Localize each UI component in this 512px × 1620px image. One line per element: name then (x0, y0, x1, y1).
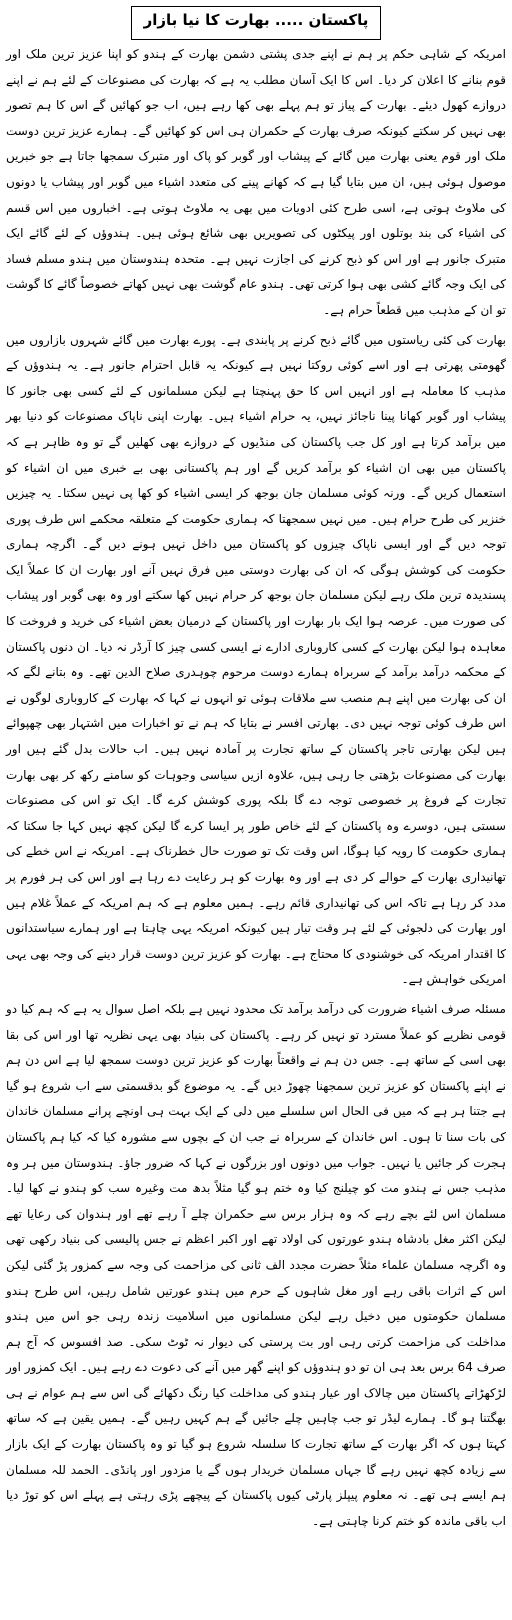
headline: پاکستان ..... بھارت کا نیا بازار (131, 6, 382, 40)
paragraph-3: مسئلہ صرف اشیاء ضرورت کی درآمد برآمد تک محدود نہیں ہے بلکہ اصل سوال یہ ہے کہ ہم کیا دو قومی نظریے کو عملاً مسترد تو نہیں کر رہے۔ پاکستان کی بنیاد بھی یہی نظریہ تھا اور اس کی بقا بھی اسی کے ساتھ ہے۔ جس دن ہم نے واقعتاً بھارت کو عزیز ترین دوست سمجھ لیا ہے اس دن ہم نے اپنے پاکستان کو عزیز ترین سمجھنا چھوڑ دیں گے۔ یہ موضوع گو بدقسمتی سے اب شروع ہو گیا ہے جتنا ہر ہے کہ میں فی الحال اس سلسلے میں دلی کے ایک بہت ہی اونچے پرانے مسلمان خاندان کی بات سنا تا ہوں۔ اس خاندان کے سربراہ نے جب ان کے بچوں سے مشورہ کیا کہ کیا ہم پاکستان ہجرت کر جائیں یا نہیں۔ جواب میں دونوں اور بزرگوں نے کہا کہ ضرور جاؤ۔ ہندوستان میں ہر وہ مذہب جس نے ہندو مت کو چیلنج کیا وہ ختم ہو گیا مثلاً بدھ مت وغیرہ سب کو ہندو نے کھا لیا۔ مسلمان اس لئے بچے رہے کہ وہ ہزار برس سے حکمران چلے آ رہے تھے اور ہندوان کی رعایا تھے لیکن اکثر مغل بادشاہ ہندو عورتوں کی اولاد تھے اور اکبر اعظم نے جس پالیسی کی بنیاد رکھی تھی وہ اگرچہ مسلمان علماء مثلاً حضرت مجدد الف ثانی کی مزاحمت کی وجہ سے کمزور پڑ گئی لیکن اس کے اثرات باقی رہے اور مغل شاہوں کے حرم میں ہندو عورتیں شامل رہیں، اس طرح ہندو مسلمان حکومتوں میں دخیل رہے لیکن مسلمانوں میں اسلامیت زندہ رہی جو اس میں ہندو مداخلت کی مزاحمت کرتی رہی اور بت پرستی کی دیوار نہ ٹوٹ سکی۔ صد افسوس کہ آج ہم صرف 64 برس بعد ہی ان تو دو ہندوؤں کو اپنے گھر میں آنے کی دعوت دے رہے ہیں۔ ایک کمزور اور لڑکھڑاتے پاکستان میں چالاک اور عیار ہندو کی مداخلت کیا رنگ دکھائے گی اس سے ہم عوام نے ہی بھگتنا ہو گا۔ ہمارے لیڈر تو جب چاہیں چلے جائیں گے ہم کہیں رہیں گے۔ ہمیں یقین ہے کہ ساتھ کہتا ہوں کہ اگر بھارت کے ساتھ تجارت کا سلسلہ شروع ہو گیا تو وہ پاکستان بھارت کے ایک بازار سے زیادہ کچھ نہیں رہے گا جہاں مسلمان خریدار ہوں گے یا مزدور اور پانڈی۔ الحمد للہ مسلمان ہم ایسے ہی تھے۔ نہ معلوم پیپلز پارٹی کیوں پاکستان کے پیچھے پڑی رہتی ہے پہلے اس کو توڑ دیا اب باقی ماندہ کو ختم کرنا چاہتی ہے۔ (6, 1001, 506, 1528)
paragraph-1: امریکہ کے شاہی حکم پر ہم نے اپنے جدی پشتی دشمن بھارت کے ہندو کو اپنا عزیز ترین ملک اور قوم بنانے کا اعلان کر دیا۔ اس کا ایک آسان مطلب یہ ہے کہ بھارت کی مصنوعات کے لئے ہم نے اپنے دروازے کھول دیئے۔ بھارت کے پیاز تو ہم پہلے بھی کھا رہے ہیں، اب جو کھائیں گے اس کا ہم تصور بھی نہیں کر سکتے کیونکہ صرف بھارت کے حکمران ہی اس کو کھائیں گے۔ ہمارے عزیز ترین دوست ملک اور قوم یعنی بھارت میں گائے کے پیشاب اور گوبر کو پاک اور متبرک سمجھا جاتا ہے جو خبریں موصول ہوئی ہیں، ان میں بتایا گیا ہے کہ کھانے پینے کی متعدد اشیاء میں گوبر اور پیشاب یا دونوں کی ملاوٹ ہوتی ہے، اسی طرح کئی ادویات میں بھی یہ ملاوٹ ہوتی ہے۔ اخباروں میں اس قسم کی اشیاء کی بند بوتلوں اور پیکٹوں کی تصویریں بھی شائع ہوئی ہیں۔ ہندوؤں کے لئے گائے ایک متبرک جانور ہے اور اس کو ذبح کرنے کی اجازت نہیں ہے۔ متحدہ ہندوستان میں ہندو مسلم فساد کی ایک وجہ گائے کشی بھی ہوا کرتی تھی۔ ہندو عام گوشت بھی نہیں کھاتے خصوصاً گائے کا گوشت تو ان کے مذہب میں قطعاً حرام ہے۔ (6, 47, 506, 317)
paragraph-2: بھارت کی کئی ریاستوں میں گائے ذبح کرنے پر پابندی ہے۔ پورے بھارت میں گائے شہروں بازاروں میں گھومتی پھرتی ہے اور اسے کوئی روکتا نہیں ہے کیونکہ یہ قابل احترام جانور ہے۔ یہ ہندوؤں کے مذہب کا معاملہ ہے اور انہیں اس کا حق پہنچتا ہے لیکن مسلمانوں کے لئے کسی بھی جانور کا پیشاب اور گوبر کھانا پینا ناجائز نہیں، یہ حرام اشیاء ہیں۔ بھارت اپنی ناپاک مصنوعات کو دنیا بھر میں برآمد کرتا ہے اور کل جب پاکستان کی منڈیوں کے دروازے بھی کھلیں گے تو وہ ظاہر ہے کہ پاکستان میں بھی ان اشیاء کو برآمد کریں گے اور ہم پاکستانی بھی بے خبری میں ان اشیاء کو استعمال کریں گے۔ ورنہ کوئی مسلمان جان بوجھ کر ایسی اشیاء کو کھا پی نہیں سکتا۔ یہ چیزیں خنزیر کی طرح حرام ہیں۔ میں نہیں سمجھتا کہ ہماری حکومت کے متعلقہ محکمے اس طرف پوری توجہ دیں گے اور ایسی ناپاک چیزوں کو پاکستان میں داخل نہیں ہونے دیں گے۔ اگرچہ ہماری حکومت کی کوشش ہوگی کہ ان کی بھارت دوستی میں فرق نہیں آنے اور بھارت ان کا عملاً ایک پسندیدہ ترین ملک رہے لیکن مسلمان جان بوجھ کر حرام نہیں کھا سکتے اور وہ بھی گوبر اور پیشاب کی صورت میں۔ عرصہ ہوا ایک بار بھارت اور پاکستان کے درمیان بعض اشیاء کی خرید و فروخت کا معاہدہ ہوا لیکن بھارت کے کسی کاروباری ادارے نے ایسی کسی چیز کا آرڈر نہ دیا۔ ان دنوں پاکستان کے محکمہ درآمد برآمد کے سربراہ ہمارے دوست مرحوم چوہدری صلاح الدین تھے۔ وہ بتانے لگے کہ ان کی بھارت میں اپنے ہم منصب سے ملاقات ہوئی تو انہوں نے کہا کہ بھارت کے کاروباری لوگوں نے اس طرف کوئی توجہ نہیں دی۔ بھارتی افسر نے بتایا کہ ہم نے تو اخبارات میں اشتہار بھی چھپوائے ہیں لیکن بھارتی تاجر پاکستان کے ساتھ تجارت پر آمادہ نہیں ہیں۔ اب حالات بدل گئے ہیں اور بھارت کی مصنوعات بڑھتی جا رہی ہیں، علاوہ ازیں سیاسی وجوہات کو سامنے رکھ کر بھی بھارت تجارت کے فروغ پر خصوصی توجہ دے گا بلکہ پوری کوشش کرے گا۔ ایک تو اس کی مصنوعات سستی ہیں، دوسرے وہ پاکستان کے لئے خاص طور پر ایسا کرے گا لیکن کچھ نہیں کہا جا سکتا کہ ہماری حکومت کا رویہ کیا ہوگا، اس وقت تک تو صورت حال خطرناک ہے۔ امریکہ نے اس خطے کی تھانیداری بھارت کے حوالے کر دی ہے اور وہ بھارت کو ہر رعایت دے رہا ہے اور اس کی ہر فورم پر مدد کر رہا ہے تاکہ اس کی تھانیداری قائم رہے۔ ہمیں معلوم ہے کہ ہم امریکہ کے عملاً غلام ہیں اور بھارت کی دلجوئی کے لئے ہر وقت تیار ہیں کیونکہ امریکہ یہی چاہتا ہے اور ہمارے سیاستدانوں کا اقتدار امریکہ کی خوشنودی کا محتاج ہے۔ بھارت کو عزیز ترین دوست قرار دینے کی وجہ بھی یہی امریکی خواہش ہے۔ (6, 332, 506, 987)
article-body (6, 42, 506, 1534)
headline-container (6, 0, 506, 40)
